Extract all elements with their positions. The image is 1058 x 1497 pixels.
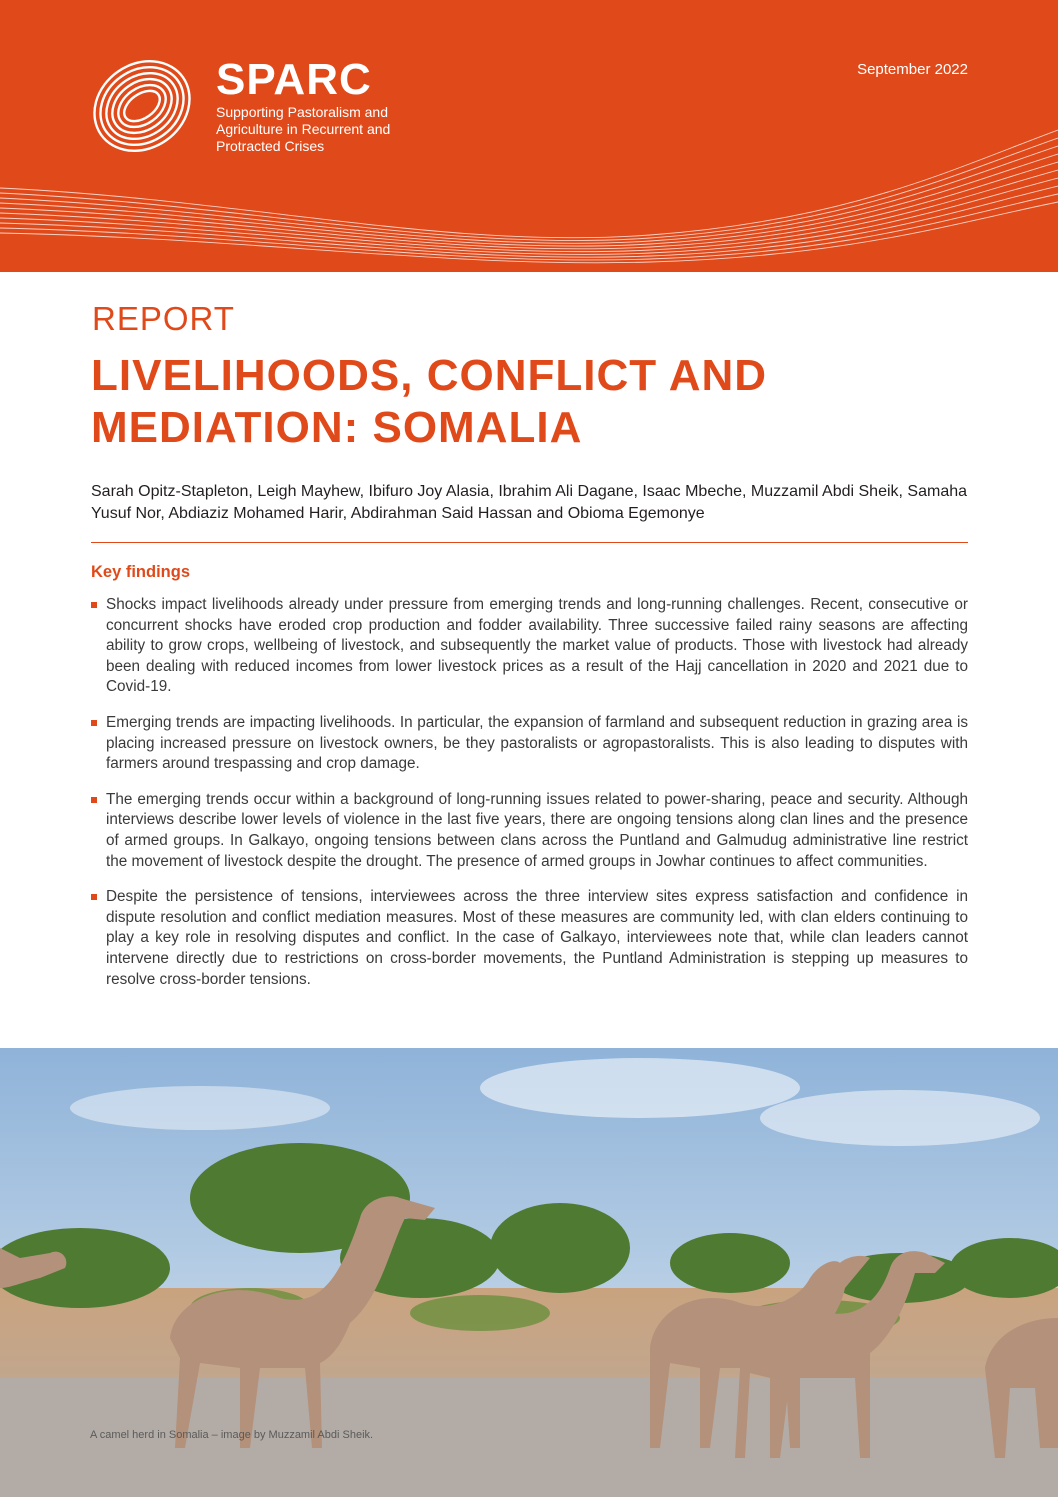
logo-tagline: Supporting Pastoralism and Agriculture in Recurrent and Protracted Crises (216, 104, 391, 154)
photo-caption: A camel herd in Somalia – image by Muzzamil Abdi Sheik. (90, 1429, 374, 1441)
finding-item (91, 790, 968, 872)
finding-item (91, 713, 968, 775)
report-title: LIVELIHOODS, CONFLICT AND MEDIATION: SOMALIA (91, 351, 768, 452)
finding-text: Despite the persistence of tensions, interviewees across the three interview sites express satisfaction and confidence in dispute resolution and conflict mediation measures. Most of these measures are community led, with clan elders continuing to play a key role in resolving disputes and conflict. In the case of Galkayo, interviewees note that, while clan leaders cannot intervene directly due to restrictions on cross-border movements, the Puntland Administration is stepping up measures to resolve cross-border tensions. (106, 888, 968, 988)
finding-text: Emerging trends are impacting livelihoods. In particular, the expansion of farmland and subsequent reduction in grazing area is placing increased pressure on livestock owners, be they pastoralists or agropastoralists. This is also leading to disputes with farmers around trespassing and crop damage. (106, 713, 968, 773)
finding-item (91, 595, 968, 698)
section-divider (91, 542, 968, 543)
logo-text (216, 56, 416, 155)
author-list: Sarah Opitz-Stapleton, Leigh Mayhew, Ibifuro Joy Alasia, Ibrahim Ali Dagane, Isaac Mbeche, Muzzamil Abdi Sheik, Samaha Yusuf Nor, Abdiaziz Mohamed Harir, Abdirahman Said Hassan and Obioma Egemonye (91, 483, 968, 522)
key-findings-heading: Key findings (91, 563, 191, 581)
bullet-square-icon (91, 602, 97, 608)
header-banner (0, 0, 1058, 272)
key-findings-list (91, 595, 968, 1005)
finding-text: Shocks impact livelihoods already under pressure from emerging trends and long-running challenges. Recent, consecutive or concurrent shocks have eroded crop production and fodder availability. Three successive failed rainy seasons are affecting ability to grow crops, wellbeing of livestock, and subsequently the market value of products. Those with livestock had already been dealing with reduced incomes from lower livestock prices as a result of the Hajj cancellation in 2020 and 2021 due to Covid-19. (106, 596, 968, 696)
bullet-square-icon (91, 720, 97, 726)
publication-date: September 2022 (857, 61, 968, 78)
sparc-logo-icon (80, 50, 204, 162)
logo-name: SPARC (216, 55, 372, 104)
report-label: REPORT (92, 300, 235, 337)
bullet-square-icon (91, 894, 97, 900)
bullet-square-icon (91, 797, 97, 803)
finding-text: The emerging trends occur within a background of long-running issues related to power-sharing, peace and security. Although interviews describe lower levels of violence in the last five years, there are ongoing tensions along clan lines and the presence of armed groups. In Galkayo, ongoing tensions between clans across the Puntland and Galmudug administrative line restrict the movement of livestock despite the drought. The presence of armed groups in Jowhar continues to affect communities. (106, 790, 968, 870)
finding-item (91, 887, 968, 990)
